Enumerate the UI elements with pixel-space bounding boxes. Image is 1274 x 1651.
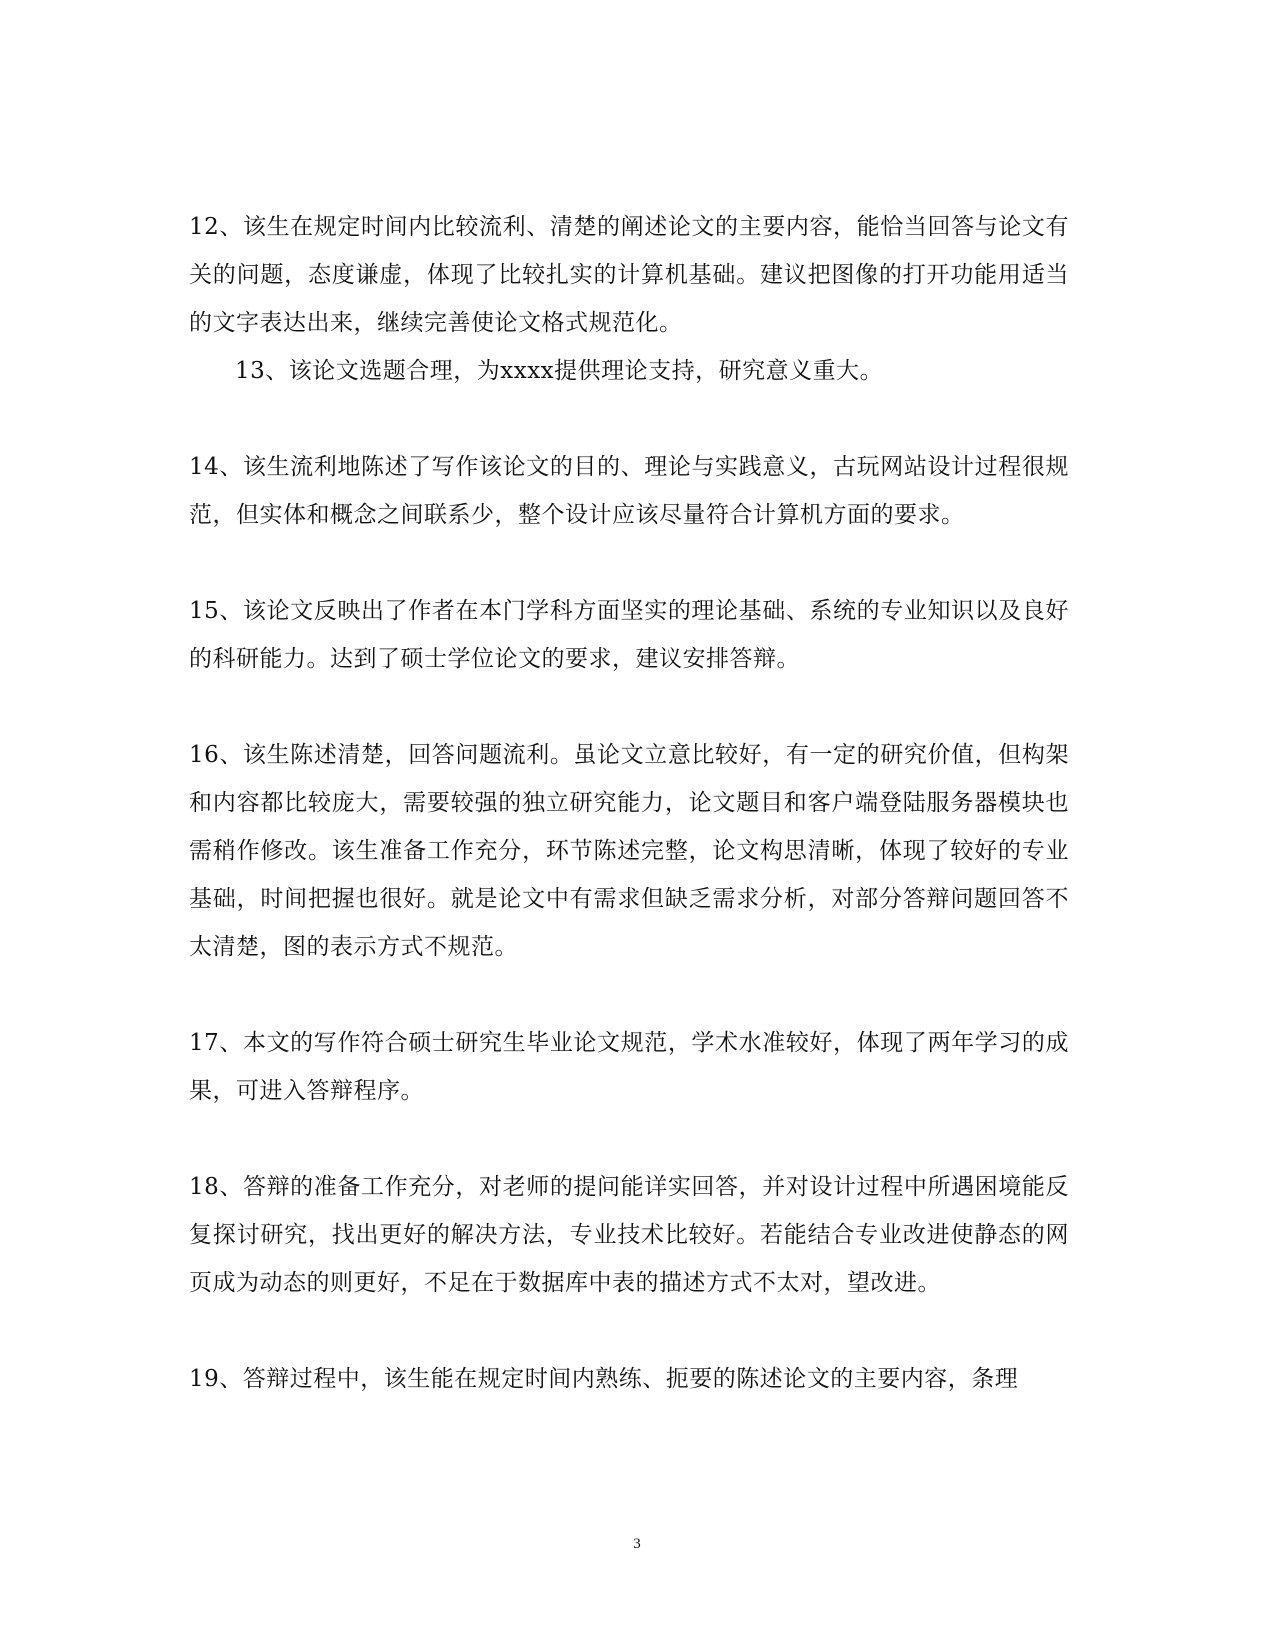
comment-paragraph-13: 13、该论文选题合理，为xxxx提供理论支持，研究意义重大。 [235,358,884,384]
comment-paragraph-12: 12、该生在规定时间内比较流利、清楚的阐述论文的主要内容，能恰当回答与论文有关的问题，态度谦虚，体现了比较扎实的计算机基础。建议把图像的打开功能用适当的文字表达出来，继续完善使论文格式规范化。 [189,214,1069,336]
comment-paragraph-17: 17、本文的写作符合硕士研究生毕业论文规范，学术水准较好，体现了两年学习的成果，可进入答辩程序。 [189,1030,1069,1104]
paragraph-spacer [189,971,1069,1019]
comment-paragraph-15: 15、该论文反映出了作者在本门学科方面坚实的理论基础、系统的专业知识以及良好的科研能力。达到了硕士学位论文的要求，建议安排答辩。 [189,598,1069,672]
paragraph-spacer [189,539,1069,587]
comment-paragraph-18: 18、答辩的准备工作充分，对老师的提问能详实回答，并对设计过程中所遇困境能反复探讨研究，找出更好的解决方法，专业技术比较好。若能结合专业改进使静态的网页成为动态的则更好，不足在于数据库中表的描述方式不太对，望改进。 [189,1174,1069,1296]
paragraph-spacer [189,395,1069,443]
document-body [189,203,1069,1403]
comment-paragraph-16: 16、该生陈述清楚，回答问题流利。虽论文立意比较好，有一定的研究价值，但构架和内容都比较庞大，需要较强的独立研究能力，论文题目和客户端登陆服务器模块也需稍作修改。该生准备工作充分，环节陈述完整，论文构思清晰，体现了较好的专业基础，时间把握也很好。就是论文中有需求但缺乏需求分析，对部分答辩问题回答不太清楚，图的表示方式不规范。 [189,742,1069,960]
page-number: 3 [633,1536,641,1552]
comment-paragraph-19: 19、答辩过程中，该生能在规定时间内熟练、扼要的陈述论文的主要内容，条理 [189,1366,1019,1392]
paragraph-spacer [189,683,1069,731]
paragraph-spacer [189,1115,1069,1163]
comment-paragraph-14: 14、该生流利地陈述了写作该论文的目的、理论与实践意义，古玩网站设计过程很规范，但实体和概念之间联系少，整个设计应该尽量符合计算机方面的要求。 [189,454,1069,528]
paragraph-spacer [189,1307,1069,1355]
